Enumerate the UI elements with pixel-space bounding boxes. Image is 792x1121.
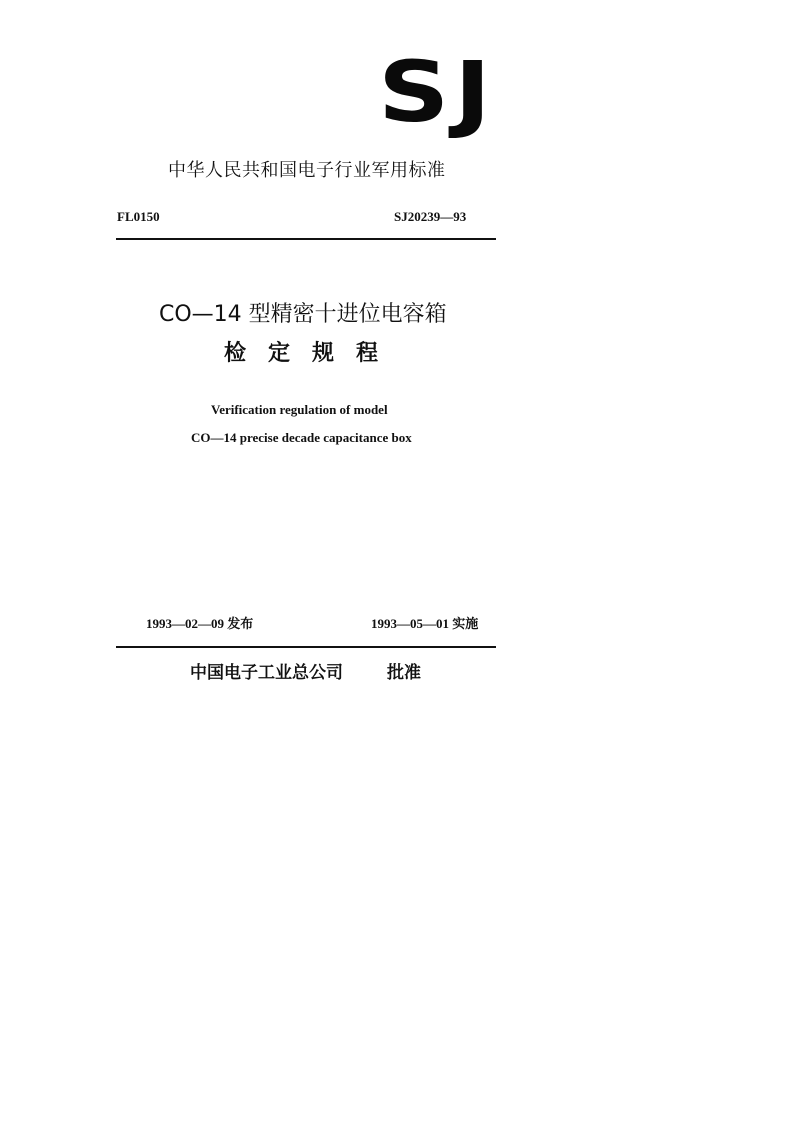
issuing-authority: 中国电子工业总公司 — [190, 663, 343, 683]
classification-code: FL0150 — [117, 209, 160, 224]
header-divider — [116, 238, 496, 240]
footer-divider — [116, 646, 496, 648]
issue-date: 1993—02—09 发布 — [146, 616, 254, 631]
standard-type-title: 中华人民共和国电子行业军用标准 — [168, 160, 446, 181]
document-title-zh: CO—14 型精密十进位电容箱 — [159, 302, 447, 327]
document-title-en-line1: Verification regulation of model — [211, 402, 388, 417]
standard-number: SJ20239—93 — [394, 209, 467, 224]
document-subtitle-zh: 检定规程 — [224, 341, 401, 366]
effective-date: 1993—05—01 实施 — [371, 616, 479, 631]
approval-label: 批准 — [387, 663, 421, 683]
sj-logo: SJ — [378, 43, 496, 141]
document-title-en-line2: CO—14 precise decade capacitance box — [191, 430, 412, 445]
